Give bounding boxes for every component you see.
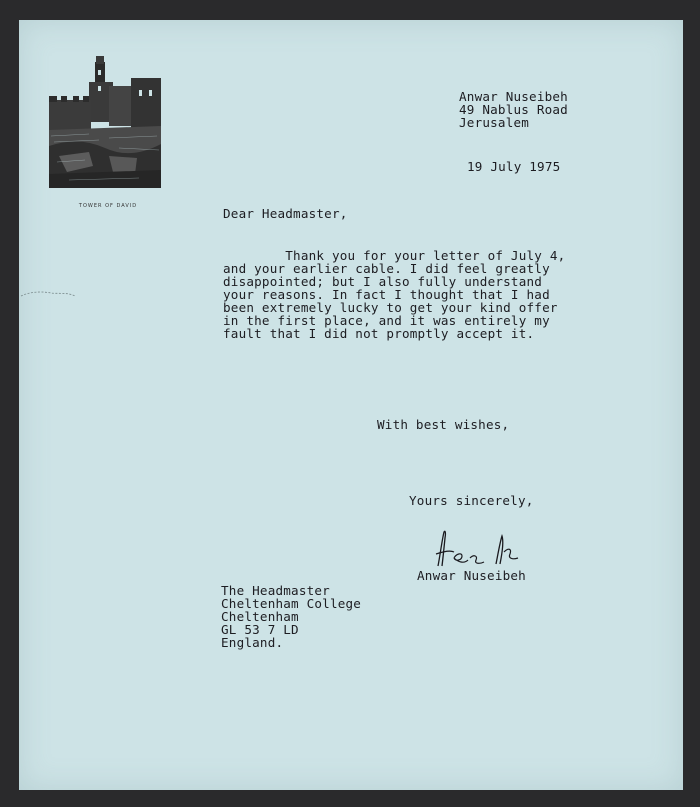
sender-street: 49 Nablus Road	[459, 102, 568, 117]
body-line: fault that I did not promptly accept it.	[223, 326, 535, 341]
recipient-address	[221, 584, 361, 649]
tower-of-david-engraving	[49, 56, 161, 188]
recipient-line: Cheltenham	[221, 609, 299, 624]
body-line: disappointed; but I also fully understand	[223, 274, 543, 289]
body-line: and your earlier cable. I did feel greatly	[223, 261, 550, 276]
body-line: Thank you for your letter of July 4,	[223, 248, 566, 263]
sender-city: Jerusalem	[459, 115, 530, 130]
letter-page	[19, 20, 683, 790]
closing-wishes: With best wishes,	[377, 417, 510, 432]
recipient-line: Cheltenham College	[221, 596, 362, 611]
sender-address	[459, 90, 568, 129]
typed-name: Anwar Nuseibeh	[417, 568, 526, 583]
body-line: your reasons. In fact I thought that I had	[223, 287, 550, 302]
body-line: in the first place, and it was entirely my	[223, 313, 550, 328]
recipient-line: England.	[221, 635, 284, 650]
paper-scuff-mark	[19, 288, 79, 300]
handwritten-signature	[432, 528, 522, 572]
letter-body	[223, 249, 565, 340]
recipient-line: The Headmaster	[221, 583, 330, 598]
salutation: Dear Headmaster,	[223, 206, 348, 221]
letterhead-caption: TOWER OF DAVID	[78, 203, 138, 209]
valediction: Yours sincerely,	[409, 493, 534, 508]
letter-date: 19 July 1975	[467, 159, 561, 174]
body-line: been extremely lucky to get your kind offer	[223, 300, 558, 315]
sender-name: Anwar Nuseibeh	[459, 89, 568, 104]
recipient-line: GL 53 7 LD	[221, 622, 299, 637]
